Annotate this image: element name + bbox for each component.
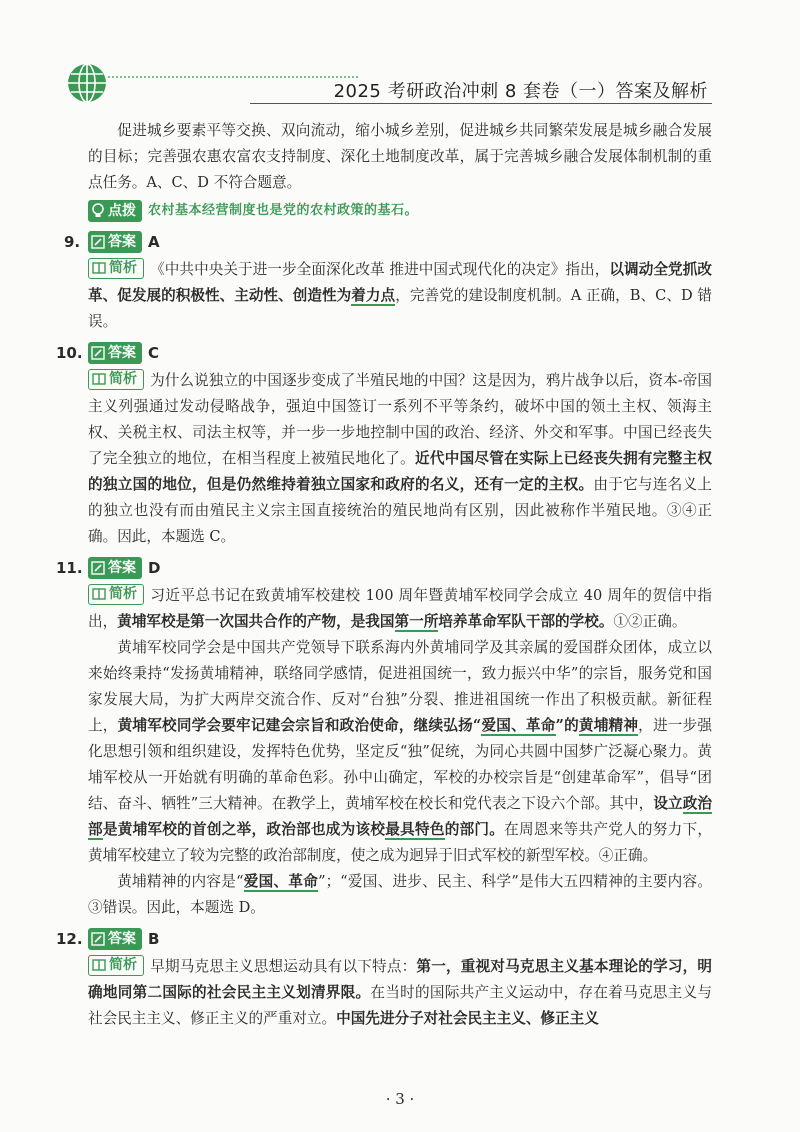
globe-logo-icon	[66, 62, 108, 104]
question-12-answer	[56, 924, 712, 954]
book-icon	[92, 588, 106, 600]
analysis-key-phrase: 黄埔精神	[578, 717, 639, 734]
analysis-bold-text: 的部门。	[444, 821, 505, 838]
header-rule	[250, 103, 712, 104]
book-icon	[92, 262, 106, 274]
analysis-key-phrase: 着力点	[351, 287, 396, 304]
tip-label: 点拨	[108, 203, 136, 219]
analysis-text: 《中共中央关于进一步全面深化改革 推进中国式现代化的决定》指出，	[150, 261, 610, 278]
question-11-answer	[56, 553, 712, 583]
analysis-key-phrase: 爱国、革命	[243, 873, 319, 890]
analysis-text: ，进一步强化思想引领和组织建设，发挥特色优势，坚定反“独”促统，为同心共圆中国梦广泛凝心聚力。黄埔军校从一开始就有明确的革命色彩。孙中山确定，军校的办校宗旨是“创建革命军”，倡导“团结、奋斗、牺牲”三大精神。在教学上，黄埔军校在校长和党代表之下设六个部。其中，	[88, 717, 712, 812]
header-dotted-line	[108, 76, 358, 78]
question-11-analysis	[88, 583, 712, 635]
analysis-bold-text: 设立	[653, 795, 683, 812]
question-11-paragraph-3	[88, 869, 712, 921]
analysis-key-phrase: 第一所	[394, 613, 439, 630]
analysis-text: 由于它与连名义上的独立也没有而由殖民主义宗主国直接统治的殖民地尚有区别，因此被称作半殖民地。③④正确。因此，本题选 C。	[88, 476, 712, 545]
pencil-icon	[91, 235, 105, 249]
answer-badge	[88, 557, 142, 579]
answer-badge	[88, 231, 142, 253]
question-10-analysis	[88, 368, 712, 550]
question-number: 10.	[56, 344, 83, 362]
header-title: 2025 考研政治冲刺 8 套卷（一）答案及解析	[333, 81, 708, 102]
analysis-key-phrase: 最具特色	[385, 821, 445, 838]
analysis-label: 简析	[109, 371, 137, 387]
analysis-text: 黄埔精神的内容是“	[117, 873, 244, 890]
pencil-icon	[91, 561, 105, 575]
answer-badge	[88, 342, 142, 364]
analysis-bold-text: ”的	[555, 717, 579, 734]
book-icon	[92, 373, 106, 385]
analysis-bold-text: 是黄埔军校的首创之举，政治部也成为该校	[102, 821, 386, 838]
page-header	[0, 0, 800, 110]
tip-box	[88, 198, 712, 224]
analysis-text: 在周恩来等共产党人的努力下，黄埔军校建立了较为完整的政治部制度，使之成为迥异于旧式军校的新型军校。④正确。	[88, 821, 712, 864]
analysis-key-phrase: 爱国、革命	[481, 717, 556, 734]
analysis-bold-text: 以调动全党抓改革、促发展的积极性、主动性、创造性为	[88, 261, 712, 304]
question-9-analysis	[88, 257, 712, 335]
question-number: 9.	[64, 233, 81, 251]
page-number: · 3 ·	[385, 1090, 415, 1108]
analysis-bold-text: 培养革命军队干部的学校。	[438, 613, 614, 630]
analysis-label: 简析	[109, 260, 137, 276]
answer-letter: C	[148, 344, 160, 362]
analysis-bold-text: 中国先进分子对社会民主主义、修正主义	[336, 1010, 599, 1027]
answer-label: 答案	[108, 234, 136, 250]
question-9-answer	[64, 227, 712, 257]
analysis-label: 简析	[109, 957, 137, 973]
intro-paragraph: 促进城乡要素平等交换、双向流动，缩小城乡差别，促进城乡共同繁荣发展是城乡融合发展的目标；完善强农惠农富农支持制度、深化土地制度改革，属于完善城乡融合发展体制机制的重点任务。A、C、D 不符合题意。	[88, 122, 712, 191]
analysis-text: 黄埔军校同学会是中国共产党领导下联系海内外黄埔同学及其亲属的爱国群众团体，成立以来始终秉持“发扬黄埔精神，联络同学感情，促进祖国统一，致力振兴中华”的宗旨，服务党和国家发展大局，为扩大两岸交流合作、反对“台独”分裂、推进祖国统一作出了积极贡献。新征程上，	[88, 639, 712, 734]
analysis-label: 简析	[109, 586, 137, 602]
analysis-text: ”；“爱国、进步、民主、科学”是伟大五四精神的主要内容。③错误。因此，本题选 D。	[88, 873, 712, 916]
analysis-badge	[88, 258, 144, 279]
answer-label: 答案	[108, 345, 136, 361]
answer-letter: B	[148, 930, 160, 948]
analysis-bold-text: 第一，重视对马克思主义基本理论的学习，明确地同第二国际的社会民主主义划清界限。	[88, 958, 712, 1001]
analysis-bold-text: 近代中国尽管在实际上已经丧失拥有完整主权的独立国的地位，但是仍然维持着独立国家和政府的名义，还有一定的主权。	[88, 450, 712, 493]
analysis-text: ，完善党的建设制度机制。A 正确，B、C、D 错误。	[88, 287, 712, 330]
analysis-text: 为什么说独立的中国逐步变成了半殖民地的中国？这是因为，鸦片战争以后，资本-帝国主义列强通过发动侵略战争，强迫中国签订一系列不平等条约，破坏中国的领土主权、领海主权、关税主权、司法主权等，并一步一步地控制中国的政治、经济、外交和军事。中国已经丧失了完全独立的地位，在相当程度上被殖民地化了。	[88, 372, 712, 467]
answer-label: 答案	[108, 560, 136, 576]
analysis-bold-text: 黄埔军校是第一次国共合作的产物，是我国	[117, 613, 395, 630]
analysis-text: ①②正确。	[613, 613, 687, 630]
analysis-bold-text: 黄埔军校同学会要牢记建会宗旨和政治使命，继续弘扬“	[117, 717, 482, 734]
analysis-key-phrase: 政治部	[88, 795, 712, 838]
analysis-text: 在当时的国际共产主义运动中，存在着马克思主义与社会民主主义、修正主义的严重对立。	[88, 984, 712, 1027]
lightbulb-icon	[91, 203, 105, 219]
question-12-analysis	[88, 954, 712, 1032]
analysis-badge	[88, 369, 144, 390]
analysis-badge	[88, 584, 144, 605]
tip-text: 农村基本经营制度也是党的农村政策的基石。	[148, 203, 419, 218]
answer-letter: D	[148, 559, 161, 577]
answer-badge	[88, 928, 142, 950]
question-number: 11.	[56, 559, 83, 577]
book-icon	[92, 959, 106, 971]
tip-badge	[88, 200, 142, 222]
answer-letter: A	[148, 233, 160, 251]
question-10-answer	[56, 338, 712, 368]
pencil-icon	[91, 932, 105, 946]
pencil-icon	[91, 346, 105, 360]
analysis-badge	[88, 955, 144, 976]
question-11-paragraph-2	[88, 635, 712, 869]
analysis-text: 早期马克思主义思想运动具有以下特点：	[150, 958, 417, 975]
question-number: 12.	[56, 930, 83, 948]
answer-content	[56, 118, 712, 1032]
answer-label: 答案	[108, 931, 136, 947]
analysis-text: 习近平总书记在致黄埔军校建校 100 周年暨黄埔军校同学会成立 40 周年的贺信中指出，	[88, 587, 712, 630]
